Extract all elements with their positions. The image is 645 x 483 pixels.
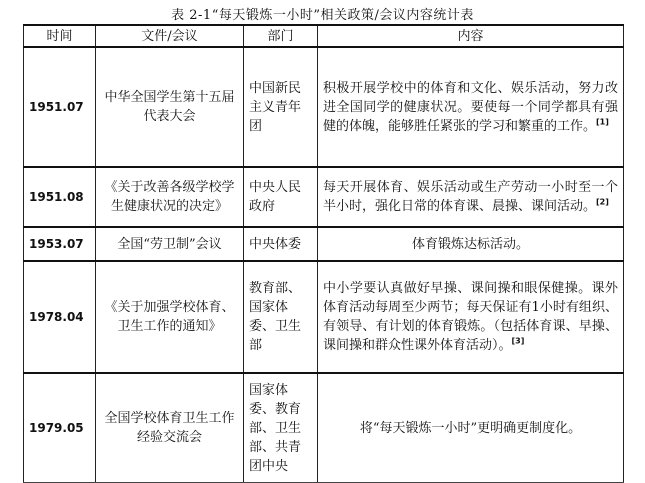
- row-content-text: 将“每天锻炼一小时”更明确更制度化。: [359, 420, 582, 436]
- row-dept: 国家体委、教育部、卫生部、共青团中央: [244, 373, 318, 483]
- row-dept: 中央人民政府: [244, 167, 318, 227]
- row-time: 1951.07: [24, 47, 96, 167]
- row-content: [318, 373, 624, 483]
- row-doc: 中华全国学生第十五届代表大会: [96, 47, 244, 167]
- row-content-text: 体育锻炼达标活动。: [411, 236, 529, 252]
- row-dept: 中央体委: [244, 227, 318, 261]
- citation-ref: [1]: [596, 117, 609, 127]
- row-dept: 中国新民主义青年团: [244, 47, 318, 167]
- row-content-text: 积极开展学校中的体育和文化、娱乐活动，努力改进全国同学的健康状况。要使每一个同学都具有强健的体魄，能够胜任紧张的学习和繁重的工作。: [323, 80, 618, 134]
- table-row: [24, 227, 624, 261]
- policy-table: [23, 24, 624, 483]
- row-content-text: 中小学要认真做好早操、课间操和眼保健操。课外体育活动每周至少两节；每天保证有1小时有组织、有领导、有计划的体育锻炼。（包括体育课、早操、课间操和群众性课外体育活动）。: [323, 281, 618, 353]
- row-doc: 全国学校体育卫生工作经验交流会: [96, 373, 244, 483]
- row-content: [318, 261, 624, 373]
- table-row: [24, 167, 624, 227]
- row-time: 1953.07: [24, 227, 96, 261]
- row-doc: 《关于加强学校体育、卫生工作的通知》: [96, 261, 244, 373]
- table-row: [24, 373, 624, 483]
- table-row: [24, 261, 624, 373]
- row-time: 1979.05: [24, 373, 96, 483]
- row-dept: 教育部、国家体委、卫生部: [244, 261, 318, 373]
- table-header-row: [24, 25, 624, 47]
- header-doc: 文件/会议: [96, 25, 244, 47]
- citation-ref: [2]: [596, 197, 609, 207]
- row-content: [318, 47, 624, 167]
- header-content: 内容: [318, 25, 624, 47]
- row-time: 1951.08: [24, 167, 96, 227]
- header-time: 时间: [24, 25, 96, 47]
- row-time: 1978.04: [24, 261, 96, 373]
- row-content: [318, 167, 624, 227]
- header-dept: 部门: [244, 25, 318, 47]
- row-content-text: 每天开展体育、娱乐活动或生产劳动一小时至一个半小时，强化日常的体育课、晨操、课间活动。: [323, 180, 618, 214]
- table-caption: 表 2-1“每天锻炼一小时”相关政策/会议内容统计表: [171, 8, 474, 23]
- row-doc: 全国“劳卫制”会议: [96, 227, 244, 261]
- row-doc: 《关于改善各级学校学生健康状况的决定》: [96, 167, 244, 227]
- table-row: [24, 47, 624, 167]
- row-content: [318, 227, 624, 261]
- citation-ref: [3]: [511, 336, 525, 346]
